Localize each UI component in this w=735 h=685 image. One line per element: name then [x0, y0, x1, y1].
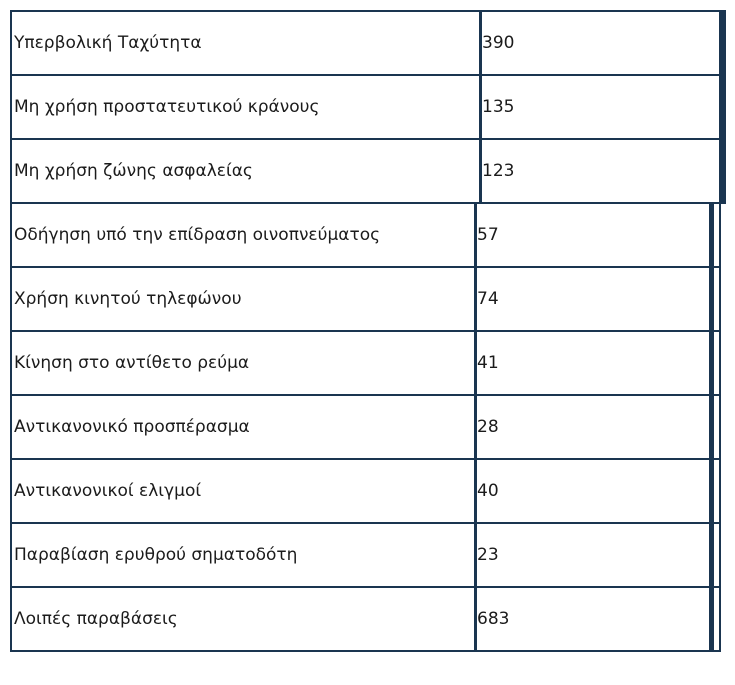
violation-label: Οδήγηση υπό την επίδραση οινοπνεύματος [14, 225, 381, 245]
table-row [10, 266, 726, 332]
table-row [10, 330, 726, 396]
table-row [10, 586, 726, 652]
violation-count: 23 [477, 545, 499, 565]
row-edge [709, 204, 714, 266]
table-row [10, 522, 726, 588]
violation-label: Λοιπές παραβάσεις [14, 609, 178, 629]
table-row [10, 458, 726, 524]
table-row [10, 138, 726, 204]
row-edge [719, 76, 724, 138]
violation-count: 683 [477, 609, 510, 629]
violations-table [10, 10, 726, 652]
violation-label: Αντικανονικοί ελιγμοί [14, 481, 202, 501]
violation-label: Υπερβολική Ταχύτητα [14, 33, 202, 53]
table-row [10, 74, 726, 140]
violation-count: 123 [482, 161, 515, 181]
violation-label: Χρήση κινητού τηλεφώνου [14, 289, 242, 309]
row-edge [719, 12, 724, 74]
row-edge [709, 460, 714, 522]
row-edge [709, 332, 714, 394]
violation-label: Μη χρήση ζώνης ασφαλείας [14, 161, 253, 181]
row-edge [719, 140, 724, 202]
table-row [10, 202, 726, 268]
violation-count: 28 [477, 417, 499, 437]
violation-label: Παραβίαση ερυθρού σηματοδότη [14, 545, 298, 565]
violation-count: 390 [482, 33, 515, 53]
violation-label: Μη χρήση προστατευτικού κράνους [14, 97, 320, 117]
row-edge [709, 396, 714, 458]
row-edge [709, 588, 714, 650]
violation-count: 41 [477, 353, 499, 373]
violation-count: 40 [477, 481, 499, 501]
table-row [10, 394, 726, 460]
violation-label: Κίνηση στο αντίθετο ρεύμα [14, 353, 250, 373]
violation-count: 74 [477, 289, 499, 309]
violation-label: Αντικανονικό προσπέρασμα [14, 417, 250, 437]
table-row [10, 10, 726, 76]
violation-count: 57 [477, 225, 499, 245]
row-edge [709, 268, 714, 330]
row-edge [709, 524, 714, 586]
violation-count: 135 [482, 97, 515, 117]
